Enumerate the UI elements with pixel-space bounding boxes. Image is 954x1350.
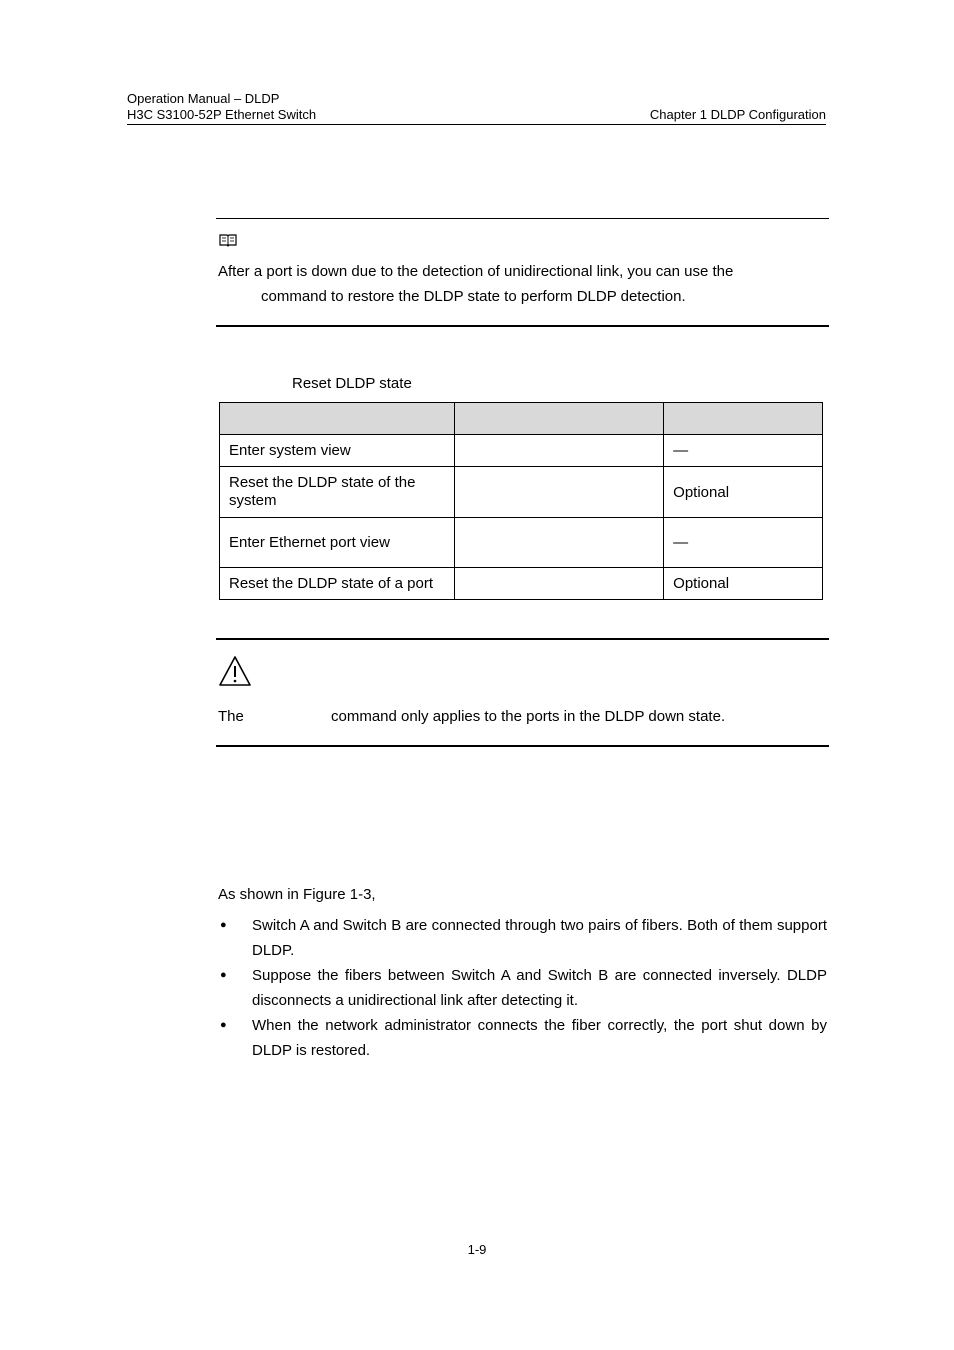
note-bottom-rule (216, 325, 829, 327)
table-cell (454, 435, 664, 467)
book-icon (219, 233, 237, 252)
chapter-title: Chapter 1 DLDP Configuration (649, 107, 826, 122)
warning-icon (218, 655, 252, 692)
bullet-dot-icon: ● (220, 1019, 227, 1031)
table-header-remarks (664, 403, 823, 435)
note-line-1: After a port is down due to the detection of unidirectional link, you can use the (218, 263, 734, 280)
list-item: ● Suppose the fibers between Switch A and Switch B are connected inversely. DLDP disconnects a unidirectional link after detecting it. (218, 963, 827, 1013)
table-cell (454, 467, 664, 518)
table-row (220, 568, 823, 600)
table-cell: Reset the DLDP state of a port (220, 568, 455, 600)
table-cell: — (664, 518, 823, 568)
table-cell: Enter system view (220, 435, 455, 467)
table-cell: Enter Ethernet port view (220, 518, 455, 568)
header-rule (127, 124, 826, 125)
table-cell (454, 518, 664, 568)
bullet-dot-icon: ● (220, 969, 227, 981)
list-item: ● When the network administrator connects the fiber correctly, the port shut down by DLDP is restored. (218, 1013, 827, 1063)
table-cell: Reset the DLDP state of the system (220, 467, 455, 518)
note-top-rule (216, 218, 829, 219)
table-row (220, 518, 823, 568)
intro-text: As shown in Figure 1-3, (218, 886, 376, 903)
note-line-2: command to restore the DLDP state to perform DLDP detection. (261, 288, 686, 305)
table-row (220, 467, 823, 518)
page-number: 1-9 (467, 1242, 487, 1257)
caution-bottom-rule (216, 745, 829, 747)
table-header-row (220, 403, 823, 435)
manual-title: Operation Manual – DLDP (127, 91, 280, 106)
table-cell: — (664, 435, 823, 467)
caution-top-rule (216, 638, 829, 640)
list-item: ● Switch A and Switch B are connected through two pairs of fibers. Both of them support DLDP. (218, 913, 827, 963)
product-name: H3C S3100-52P Ethernet Switch (127, 107, 317, 122)
table-caption: Reset DLDP state (292, 375, 412, 392)
table-header-command (454, 403, 664, 435)
table-cell: Optional (664, 467, 823, 518)
table-cell: Optional (664, 568, 823, 600)
table-cell (454, 568, 664, 600)
caution-text: command only applies to the ports in the DLDP down state. (331, 708, 726, 725)
dldp-reset-table (219, 402, 823, 600)
bullet-list (218, 913, 827, 1063)
bullet-dot-icon: ● (220, 919, 227, 931)
caution-prefix: The (218, 708, 244, 725)
table-row (220, 435, 823, 467)
table-header-operation (220, 403, 455, 435)
